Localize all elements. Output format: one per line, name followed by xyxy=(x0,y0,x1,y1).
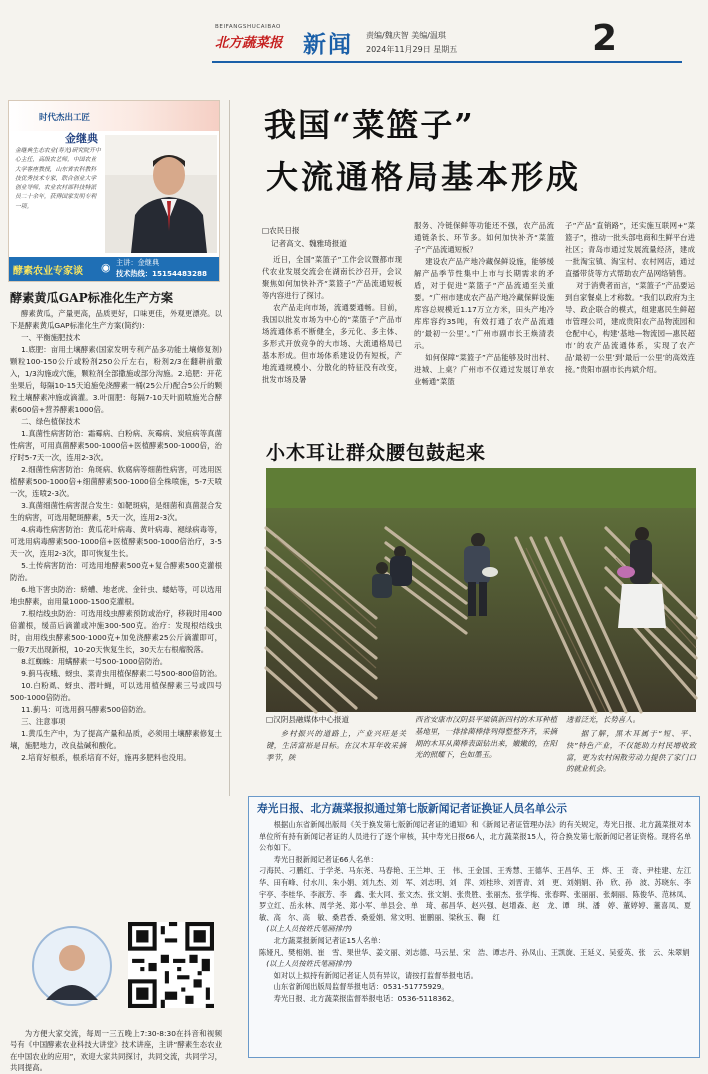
qr-panel xyxy=(24,922,220,1020)
expert-banner xyxy=(9,101,219,131)
left-para: 11.蓟马：可选用蓟马酵素500倍防治。 xyxy=(21,705,151,714)
main-col-2 xyxy=(414,220,554,388)
left-subhead: 一、平衡施肥技术 xyxy=(21,333,81,342)
notice-names-2: 陈娅凡、樊相娟、崔 雪、果世华、姜文丽、刘志德、马云星、宋 浩、谭志丹、孙凤山、王凯旋、王延义、吴爱英、张 云、朱翠娟 xyxy=(259,947,690,957)
expert-bio: 金继典生态农业(寿光)研究院开中心主任，高级农艺师，中国农业大学客座教授，山东省农科教科技优秀技术专家，联合创业大学创业导师，农业农村部科技特派员二十余年，获得国家发明专利一项。 xyxy=(15,148,101,210)
main-col-1 xyxy=(262,254,402,386)
main-para: 服务、冷链保鲜等功能还不强，农产品流通链条长、环节多。如何加快补齐“菜篮子”产品流通短板？ xyxy=(414,221,554,254)
left-para: 1.底肥：亩用土壤酵素(国家发明专利产品多功能土壤修复剂)颗粒100-150公斤或粉剂250公斤左右，粉剂2/3在翻耕前撒入，1/3沟施或穴施，颗粒剂全部撒施或部分沟施。2.追肥：开花坐果后，每隔10-15天追施免浇酵素一桶(25公斤)配合5公斤的颗粒土壤酵素冲施或滴灌。3.叶面肥：每隔7-10天叶面喷施光合酵素600倍+营养酵素1000倍。 xyxy=(10,345,222,414)
masthead-date: 2024年11月29日 星期五 xyxy=(366,45,458,54)
main-headline-1: 我国“菜篮子” xyxy=(264,106,475,144)
main-para: 如何保障“菜篮子”产品能够及时出村、进城、上桌？广州市不仅通过发展订单农业畅通“菜篮 xyxy=(414,353,554,386)
left-para: 9.蓟马夜蛾、蚜虫、菜青虫用植保酵素二号500-800倍防治。 xyxy=(21,669,222,678)
masthead-logo: 北方蔬菜报 xyxy=(215,35,283,51)
expert-banner-text: 时代杰出工匠 xyxy=(39,113,91,123)
left-para: 酵素黄瓜，产量更高，品质更好，口味更佳，外观更漂亮。以下是酵素黄瓜GAP标准化生产方案(简约)： xyxy=(10,309,222,330)
main-source-1: □农民日报 xyxy=(262,226,300,235)
left-para: 3.真菌细菌性病害混合发生：如靶斑病，是细菌和真菌混合发生的病害，可选用靶斑酵素，5天一次，连用2-3次。 xyxy=(10,501,222,522)
masthead-rule xyxy=(212,61,682,63)
speaker-icon: ◉ xyxy=(101,261,111,274)
main-headline-2: 大流通格局基本形成 xyxy=(266,158,582,196)
page-number: 2 xyxy=(592,18,618,59)
notice-title: 寿光日报、北方蔬菜报拟通过第七版新闻记者证换证人员名单公示 xyxy=(257,802,567,815)
story-caption-3: 透着泛光，长势喜人。 xyxy=(566,715,640,724)
left-para: 2.培育好根系，根系培育不好，施再多肥料也没用。 xyxy=(21,753,191,762)
avatar xyxy=(32,926,112,1006)
main-para: 对于消费者而言，“菜篮子”产品要运到自家餐桌上才称数。“我们以政府为主导、政企联合的模式，组建惠民生鲜超市管理公司，建成贵阳农产品物流园和仓配中心，构建‘基地—物流园—惠民超市’的农产品流通体系，实现了农产品‘最初一公里’到‘最后一公里’的高效连接。”贵阳市副市长冉斌介绍。 xyxy=(565,281,695,374)
left-para: 4.病毒性病害防治：黄瓜花叶病毒、黄叶病毒、褪绿病毒等，可选用病毒酵素500-1000倍+医植酵素500-1000倍治疗，3-5天一次，连用2-3次，即可恢复生长。 xyxy=(10,525,222,558)
left-para: 2.细菌性病害防治：角斑病、软腐病等细菌性病害，可选用医植酵素500-1000倍+细菌酵素500-1000倍全株喷施，5-7天喷一次，连喷2-3次。 xyxy=(10,465,222,498)
story-headline: 小木耳让群众腰包鼓起来 xyxy=(266,442,487,464)
expert-name: 金继典 xyxy=(65,132,98,145)
notice-sub-1: (以上人员按姓氏笔画排序) xyxy=(266,924,353,934)
left-para: 三、注意事项 xyxy=(21,717,66,726)
notice-names-1: 刁海民、刁鹏红、于学尧、马东尧、马春艳、王兰坤、王 伟、王金国、王秀慧、王德华、王昌华、王 烨、王 奇、尹桂建、左江华、田有峰、付水川、朱小娟、刘九杰、刘 军、刘志明、刘 萍、刘桂珍、刘晋青、刘 更、刘娟娟、孙 欣、孙 波、苏晓东、李宇亭、李桂华、李淑芳、李 鑫、张大同、张文杰、张文娟、张贵胜、张丽杰、张学梅、张春晖、张丽丽、张炯丽、陈俊华、范林凤、罗立红、岳永林、周学尧、郑小军、单县会、单 琦、郝昌华、赵兴强、赵增森、赵 龙、谭 琪、潘 婷、董婷婷、董喜凤、夏 敏、高 尔、高 敏、桑君香、桑爱娟、常文明、崔鹏丽、梁秋玉、鞠 红 xyxy=(259,866,699,922)
left-para: 10.白粉虱、蚜虫、潜叶蝇，可以选用植保酵素三号或四号500-1000倍防治。 xyxy=(10,681,222,702)
left-para: 5.土传病害防治：可选用地酵素500克+复合酵素500克灌根防治。 xyxy=(10,561,222,582)
notice-tel-1: 山东省新闻出版局监督举报电话：0531-51775929。 xyxy=(273,982,449,992)
masthead-section: 新闻 xyxy=(303,31,353,58)
expert-phone: 技术热线：15154483288 xyxy=(116,269,207,278)
column-rule xyxy=(229,100,230,796)
expert-host: 主讲：金继典 xyxy=(116,258,160,267)
main-para: 近日，全国“菜篮子”工作会议暨都市现代农业发展交流会在湖南长沙召开，会议聚焦如何加快补齐“菜篮子”产品流通短板等内容进行了探讨。 xyxy=(262,255,402,300)
left-para: 7.根结线虫防治：可选用线虫酵素预防或治疗，移栽时用400倍灌根，缓苗后滴灌或冲施300-500克。治疗：发现根结线虫时，亩用线虫酵素500-1000克+加免浇酵素25公斤滴灌即可，一般7天出现新根，10-20天恢复生长，30天左右根瘤脱落。 xyxy=(10,609,222,654)
notice-sub-2: (以上人员按姓氏笔画排序) xyxy=(266,959,353,969)
left-para: 1.真菌性病害防治：霜霉病、白粉病、灰霉病、炭疽病等真菌性病害，可用真菌酵素500-1000倍+医植酵素500-1000倍，治疗时5-7天一次，连用2-3次。 xyxy=(10,429,222,462)
story-photo xyxy=(266,468,696,712)
main-source-2: 记者高文、魏雅琦报道 xyxy=(271,239,347,248)
left-article-body xyxy=(10,308,222,764)
masthead-editors: 责编/魏庆智 美编/温琪 xyxy=(366,31,446,40)
main-para: 农产品走向市场，流通要通畅。目前，我国以批发市场为中心的“菜篮子”产品市场流通体系不断健全，多元化、多主体、多形式开放竞争的大市场、大流通格局已基本形成。但市场体系建设仍有短板，产地流通规模小、分散化的特征没有改变，批发市场及暑 xyxy=(262,303,402,384)
left-footer-note: 为方便大家交流，每周一三五晚上7:30-8:30在抖音和视频号有《中国酵素农业科技大讲堂》技术讲座，主讲“酵素生态农业在中国农业的应用”，欢迎大家共同探讨，共同交流，共同学习，共同提高。 xyxy=(10,1029,222,1073)
story-caption-2: 西省安康市汉阴县平梁镇新四村的木耳种植基地里，一排排菌棒排列得整整齐齐，采摘期的木耳从菌棒表面钻出来，嫩嫩的，在阳光的照耀下，色如墨玉。 xyxy=(415,715,557,760)
left-para: 6.地下害虫防治：蛴螬、地老虎、金针虫、蝼蛄等，可以选用地虫酵素，亩用量1000-1500克灌根。 xyxy=(10,585,222,606)
masthead-pinyin: BEIFANGSHUCAIBAO xyxy=(215,24,281,30)
story-caption-1: 乡村振兴的道路上，产业兴旺是关键，生活富裕是目标。在汉木耳年收采摘季节，陕 xyxy=(266,729,406,762)
left-subhead: 二、绿色植保技术 xyxy=(21,417,81,426)
expert-column-bar xyxy=(9,257,219,281)
notice-body xyxy=(259,819,699,1005)
main-para: 子”产品“直销路”，还实施互联网+“菜篮子”，推动一批头部电商和生鲜平台进社区；青岛市通过发展流量经济，建成一批淘宝镇、淘宝村、农村网店，通过直播带货等方式帮助农产品网络销售。 xyxy=(565,221,695,278)
notice-heading-2: 北方蔬菜报新闻记者证15人名单： xyxy=(273,935,386,945)
qr-code[interactable] xyxy=(128,922,214,1008)
story-source: □汉阴县融媒体中心报道 xyxy=(266,715,350,724)
notice-heading-1: 寿光日报新闻记者证66人名单： xyxy=(273,854,378,864)
notice-tel-2: 寿光日报、北方蔬菜报监督举报电话：0536-5118362。 xyxy=(273,993,459,1003)
left-article-title: 酵素黄瓜GAP标准化生产方案 xyxy=(10,291,174,305)
masthead xyxy=(0,0,708,66)
notice-outro: 如对以上拟持有新闻记者证人员有异议，请按打监督举报电话。 xyxy=(273,970,478,980)
left-subhead: 1.黄瓜生产中，为了提高产量和品质，必须用土壤酵素修复土壤，施肥地力，改良盐碱和酸化。 xyxy=(10,729,222,750)
left-para: 8.红蜘蛛：用螨酵素一号500-1000倍防治。 xyxy=(21,657,168,666)
expert-portrait xyxy=(105,135,217,253)
notice-box xyxy=(248,796,700,1058)
main-col-3 xyxy=(565,220,695,376)
column-title: 酵素农业专家谈 xyxy=(13,266,83,277)
notice-intro: 根据山东省新闻出版局《关于换发第七版新闻记者证的通知》和《新闻记者证管理办法》的有关规定，寿光日报、北方蔬菜报对本单位所有持有新闻记者证的人员进行了逐个审核，其中寿光日报66人，北方蔬菜报15人，符合换发第七版新闻记者证资格。现将名单公布如下。 xyxy=(259,820,691,853)
story-caption-4: 据了解，黑木耳属于“短、平、快”特色产业，不仅能助力村民增收致富，更为农村闲散劳动力提供了家门口的就业机会。 xyxy=(566,729,696,774)
expert-card xyxy=(8,100,220,282)
main-para: 建设农产品产地冷藏保鲜设施，能够缓解产品季节性集中上市与长期需求的矛盾，对于促进“菜篮子”产品流通至关重要。“广州市建成农产品产地冷藏保鲜设施库容总规模近1.17万立方米，田头产地冷库库容约35吨，有效打通了农产品流通的‘最初一公里’。”广州市副市长王焕清表示。 xyxy=(414,257,554,350)
